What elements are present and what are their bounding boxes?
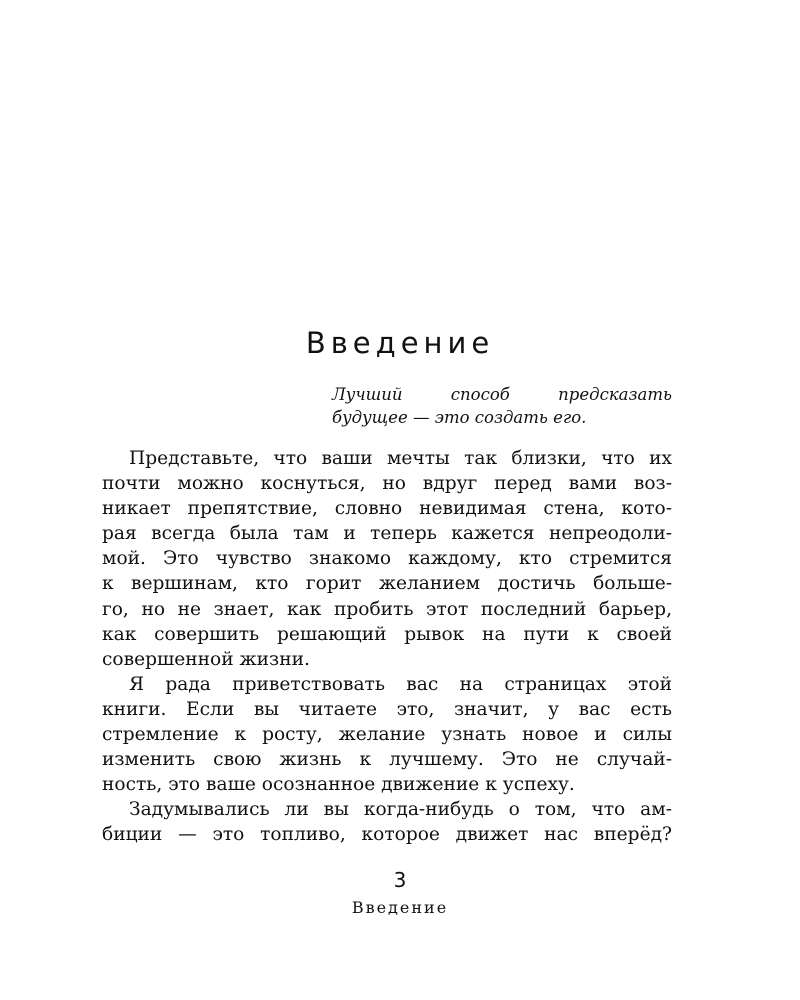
text-line: совершенной жизни. bbox=[102, 648, 310, 670]
text-line: мой. Это чувство знакомо каждому, кто стремится bbox=[102, 548, 672, 570]
text-line: Я рада приветствовать вас на страницах этой bbox=[129, 673, 672, 695]
text-line: почти можно коснуться, но вдруг перед вами воз- bbox=[102, 473, 672, 495]
chapter-title: Введение bbox=[305, 326, 495, 360]
text-line: Задумывались ли вы когда-нибудь о том, что ам- bbox=[129, 799, 672, 821]
paragraph bbox=[102, 672, 672, 797]
text-line: ность, это ваше осознанное движение к успеху. bbox=[102, 774, 575, 796]
running-footer-title: Введение bbox=[351, 898, 449, 917]
text-line: как совершить решающий рывок на пути к своей bbox=[102, 623, 672, 645]
page-number: 3 bbox=[393, 868, 407, 892]
paragraph bbox=[102, 797, 672, 847]
epigraph-line: будущее — это создать его. bbox=[332, 408, 587, 427]
text-line: книги. Если вы читаете это, значит, у вас есть bbox=[102, 698, 672, 720]
text-line: го, но не знает, как пробить этот последний барьер, bbox=[102, 598, 672, 620]
text-line: изменить свою жизнь к лучшему. Это не случай- bbox=[102, 749, 672, 771]
epigraph bbox=[332, 383, 672, 429]
body-text bbox=[102, 446, 672, 848]
epigraph-line: Лучший способ предсказать bbox=[332, 385, 672, 404]
text-line: стремление к росту, желание узнать новое и силы bbox=[102, 724, 672, 746]
text-line: к вершинам, кто горит желанием достичь большe- bbox=[102, 573, 672, 595]
paragraph bbox=[102, 446, 672, 672]
text-line: Представьте, что ваши мечты так близки, что их bbox=[129, 448, 672, 469]
text-line: биции — это топливо, которое движет нас вперёд? bbox=[102, 824, 672, 846]
text-line: рая всегда была там и теперь кажется непреодоли- bbox=[102, 523, 672, 545]
text-line: никает препятствие, словно невидимая стена, кото- bbox=[102, 498, 672, 520]
